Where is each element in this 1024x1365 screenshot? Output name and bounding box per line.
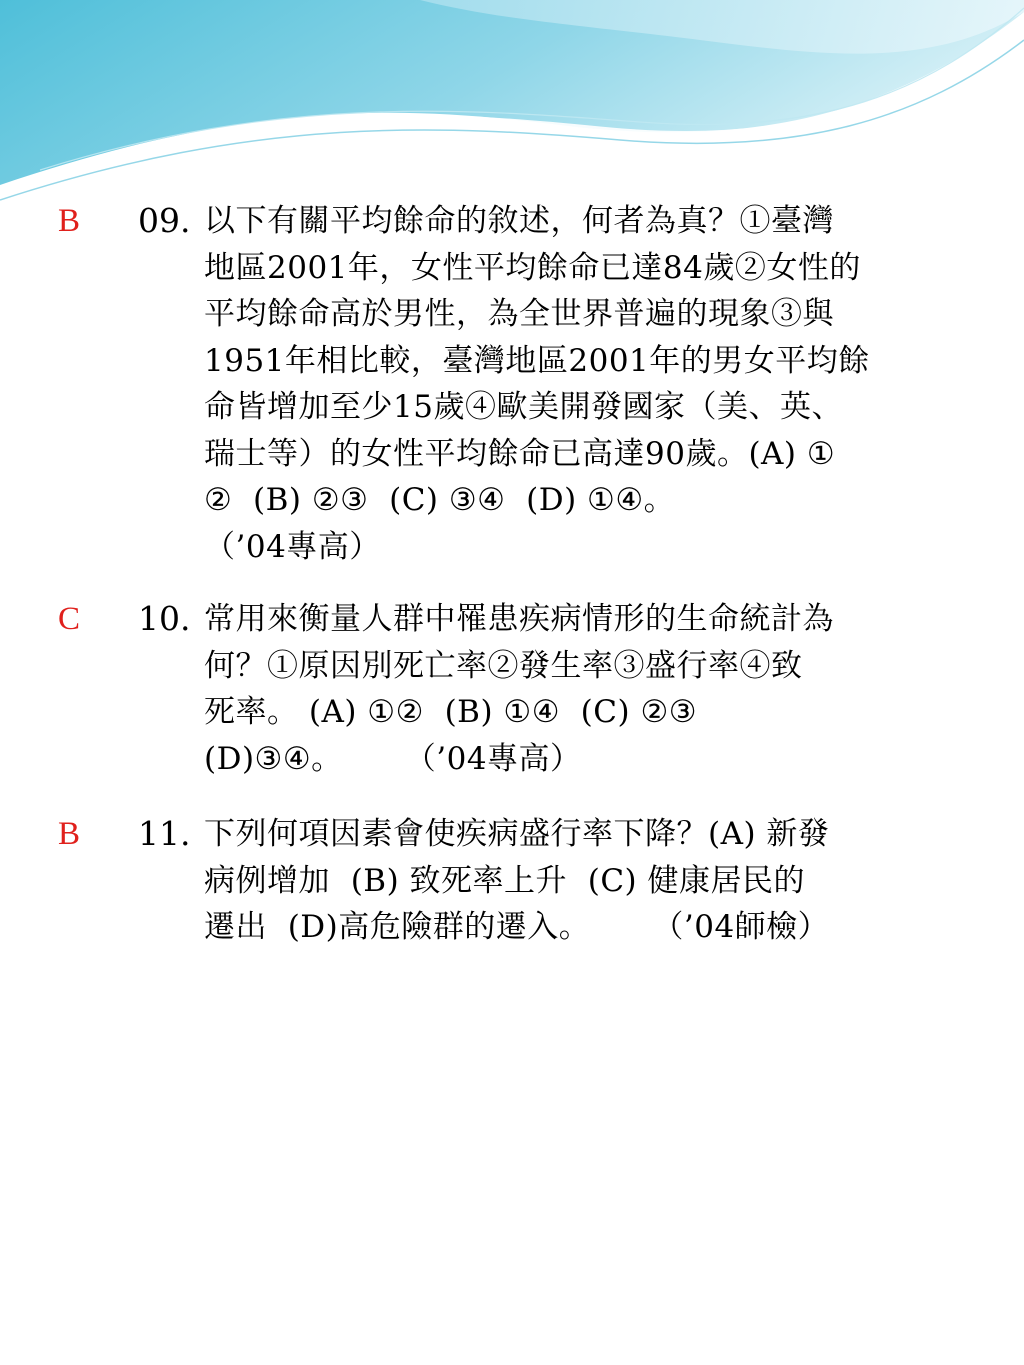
question-line: 何？①原因別死亡率②發生率③盛行率④致 <box>204 647 803 684</box>
question-line: 平均餘命高於男性，為全世界普遍的現象③與 <box>204 296 834 332</box>
question-line: 地區2001年，女性平均餘命已達84歲②女性的 <box>204 249 861 286</box>
question-line: 遷出 (D)高危險群的遷入。 （’04師檢） <box>204 909 830 945</box>
question-line: （’04專高） <box>204 528 381 565</box>
question-line: 1951年相比較，臺灣地區2001年的男女平均餘 <box>204 342 870 379</box>
question-number: 10. <box>138 599 191 638</box>
question-line: 常用來衡量人群中罹患疾病情形的生命統計為 <box>204 601 834 637</box>
answer-key: B <box>58 816 81 852</box>
question-line: 下列何項因素會使疾病盛行率下降？(A) 新發 <box>204 816 830 852</box>
question-number: 11. <box>138 814 191 853</box>
question-line: (D)③④。 （’04專高） <box>204 740 582 777</box>
question-text <box>204 198 972 570</box>
question-number: 09. <box>138 201 191 240</box>
answer-key: B <box>58 203 81 239</box>
question-line: ② (B) ②③ (C) ③④ (D) ①④。 <box>204 482 676 518</box>
header-wave-decoration <box>0 0 1024 210</box>
question-line: 以下有關平均餘命的敘述，何者為真？①臺灣 <box>204 203 834 239</box>
question-line: 命皆增加至少15歲④歐美開發國家（美、英、 <box>204 389 843 425</box>
question-line: 死率。 (A) ①② (B) ①④ (C) ②③ <box>204 694 708 730</box>
question-text <box>204 596 972 782</box>
question-text <box>204 811 972 951</box>
question-line: 病例增加 (B) 致死率上升 (C) 健康居民的 <box>204 862 805 899</box>
answer-key: C <box>58 601 81 637</box>
question-line: 瑞士等）的女性平均餘命已高達90歲。(A) ① <box>204 435 836 472</box>
